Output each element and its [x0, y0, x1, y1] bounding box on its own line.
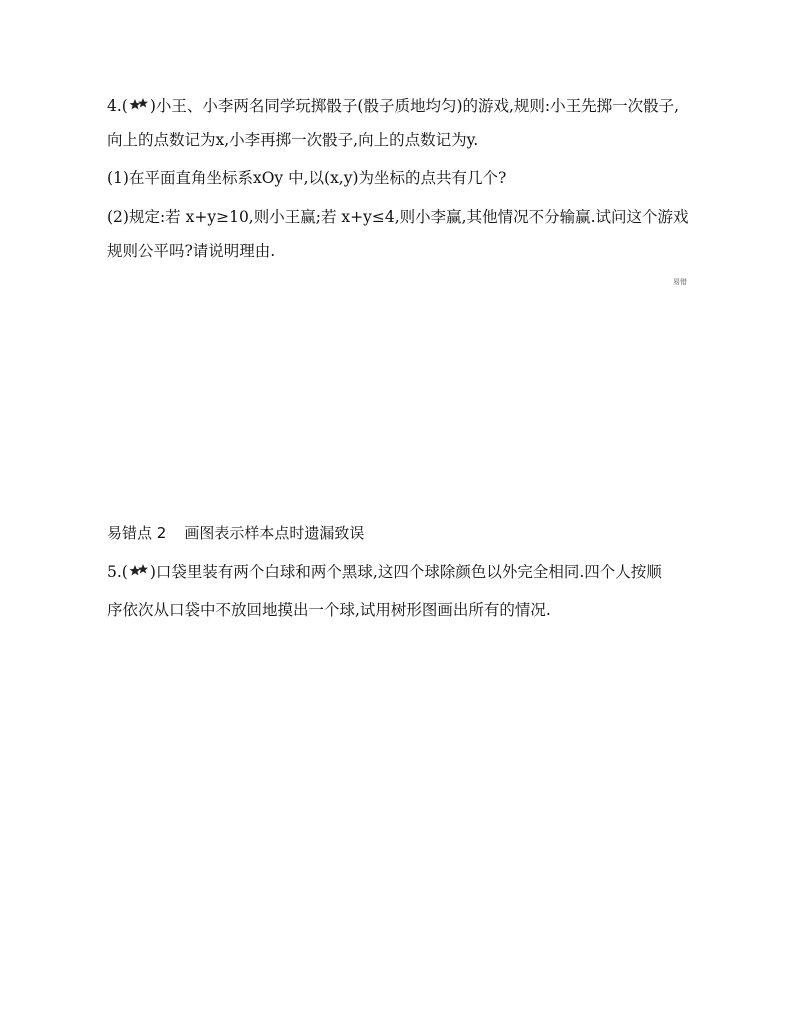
q4-part-1: (1)在平面直角坐标系xOy 中,以(x,y)为坐标的点共有几个?	[107, 169, 507, 187]
q4-number: 4.(	[107, 97, 128, 115]
q5-line-2: 序依次从口袋中不放回地摸出一个球,试用树形图画出所有的情况.	[107, 601, 551, 619]
section-title: 画图表示样本点时遗漏致误	[184, 524, 365, 542]
q4-part-2-line-2: 规则公平吗?请说明理由.	[107, 242, 276, 260]
two-star-difficulty-icon	[129, 563, 149, 579]
q4-line-2: 向上的点数记为x,小李再掷一次骰子,向上的点数记为y.	[107, 131, 479, 149]
section-label: 易错点 2	[107, 524, 167, 542]
q5-number: 5.(	[107, 563, 128, 581]
q5-line-1-text: )口袋里装有两个白球和两个黑球,这四个球除颜色以外完全相同.四个人按顺	[149, 563, 662, 581]
q5-line-1	[107, 562, 662, 582]
two-star-difficulty-icon	[129, 97, 149, 113]
section-heading	[107, 523, 364, 543]
q4-line-1-text: )小王、小李两名同学玩掷骰子(骰子质地均匀)的游戏,规则:小王先掷一次骰子,	[149, 97, 680, 115]
q4-part-2-line-1: (2)规定:若 x+y≥10,则小王赢;若 x+y≤4,则小李赢,其他情况不分输赢.试问这个游戏	[107, 208, 689, 226]
q4-line-1	[107, 96, 679, 116]
small-note: 易错	[673, 278, 687, 286]
